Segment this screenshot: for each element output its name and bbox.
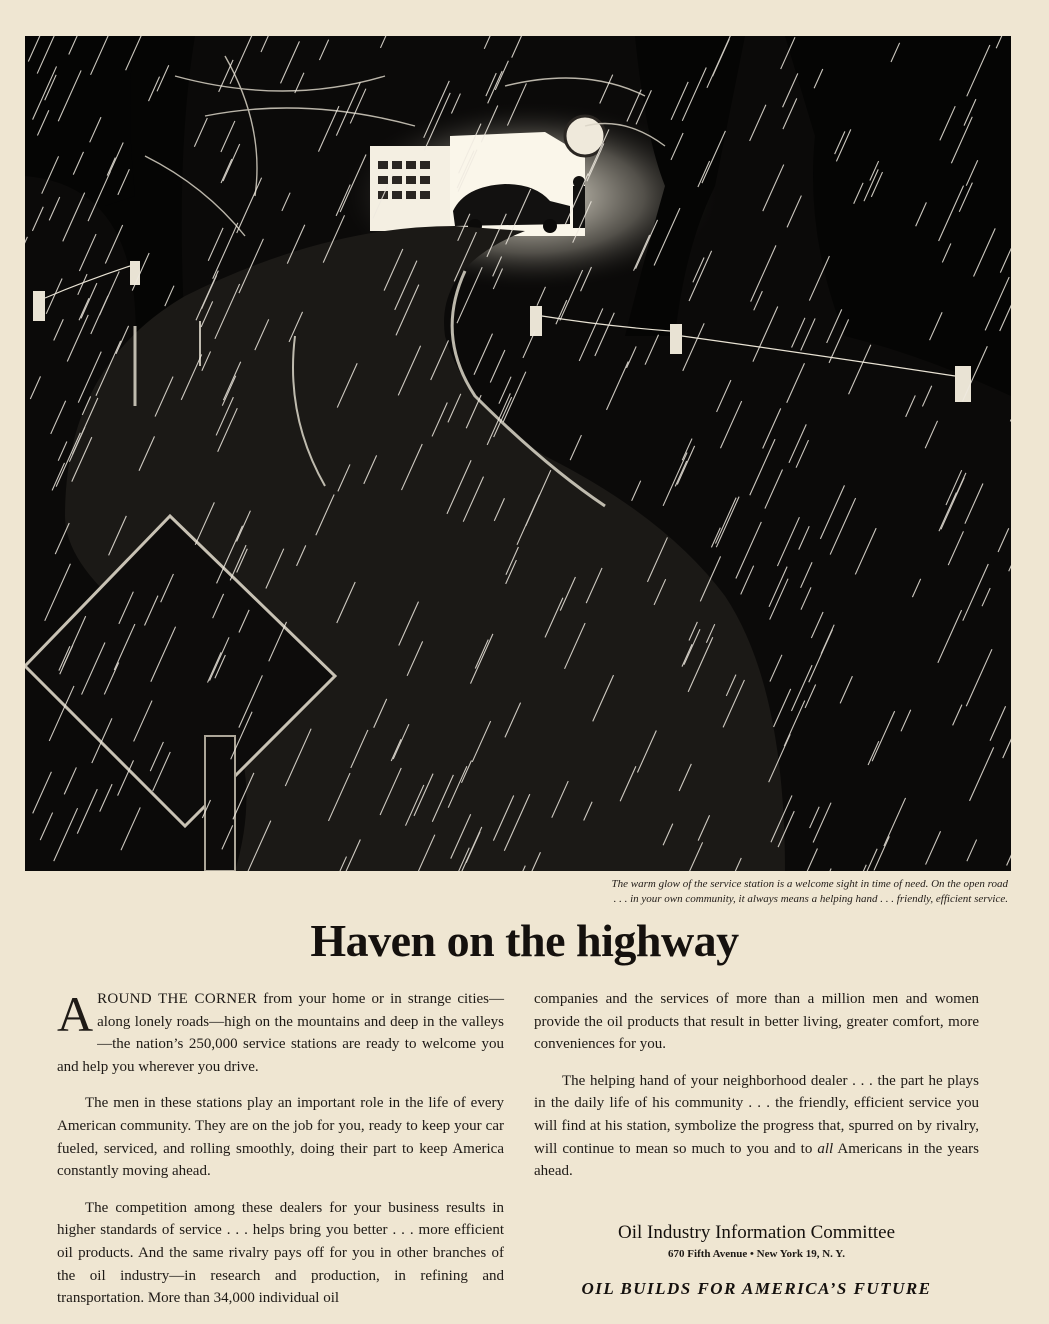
paragraph-5 bbox=[534, 1070, 979, 1183]
rainy-road-illustration bbox=[25, 36, 1011, 871]
paragraph-5-text-a: The helping hand of your neighborhood dealer . . . the part he plays in the daily life of his community . . . the friendly, efficient service you will find at his station, symbolize the progress that, spurred on by rivalry, will continue to mean so much to you and to bbox=[534, 1072, 979, 1157]
illustration-caption bbox=[400, 877, 1008, 907]
body-column-left bbox=[57, 988, 504, 1324]
service-station-scene bbox=[25, 36, 1011, 871]
caption-line-1: The warm glow of the service station is a welcome sight in time of need. On the open road bbox=[611, 878, 1008, 890]
organization-address: 670 Fifth Avenue • New York 19, N. Y. bbox=[668, 1248, 845, 1260]
paragraph-5-emphasis: all bbox=[817, 1140, 834, 1157]
paragraph-2: The men in these stations play an important role in the life of every American community. They are on the job for you, ready to keep your car fueled, serviced, and rolling smoothly, doing their part to keep America constantly moving ahead. bbox=[57, 1095, 504, 1180]
paragraph-3: The competition among these dealers for your business results in higher standards of service . . . helps bring you better . . . more efficient oil products. And the same rivalry pays off for you in other branches of the oil industry—in research and production, in refining and transportation. More than 34,000 individual oil bbox=[57, 1199, 504, 1307]
paragraph-1-text: from your home or in strange cities—along lonely roads—high on the mountains and deep in the valleys—the nation’s 250,000 service stations are ready to welcome you and help you wherever you drive. bbox=[57, 991, 504, 1075]
paragraph-1 bbox=[57, 988, 504, 1078]
headline: Haven on the highway bbox=[310, 915, 739, 966]
paragraph-5-text-b: Americans in the years ahead. bbox=[534, 1140, 979, 1180]
paragraph-4: companies and the services of more than a million men and women provide the oil products that result in better living, greater comfort, more conveniences for you. bbox=[534, 991, 979, 1053]
body-column-right bbox=[534, 988, 979, 1197]
lead-in-caps: ROUND THE CORNER bbox=[97, 991, 258, 1007]
organization-name: Oil Industry Information Committee bbox=[617, 1222, 896, 1243]
tagline: OIL BUILDS FOR AMERICA’S FUTURE bbox=[581, 1279, 932, 1298]
drop-cap: A bbox=[57, 986, 94, 1042]
caption-line-2: . . . in your own community, it always means a helping hand . . . friendly, efficient service. bbox=[613, 893, 1008, 905]
